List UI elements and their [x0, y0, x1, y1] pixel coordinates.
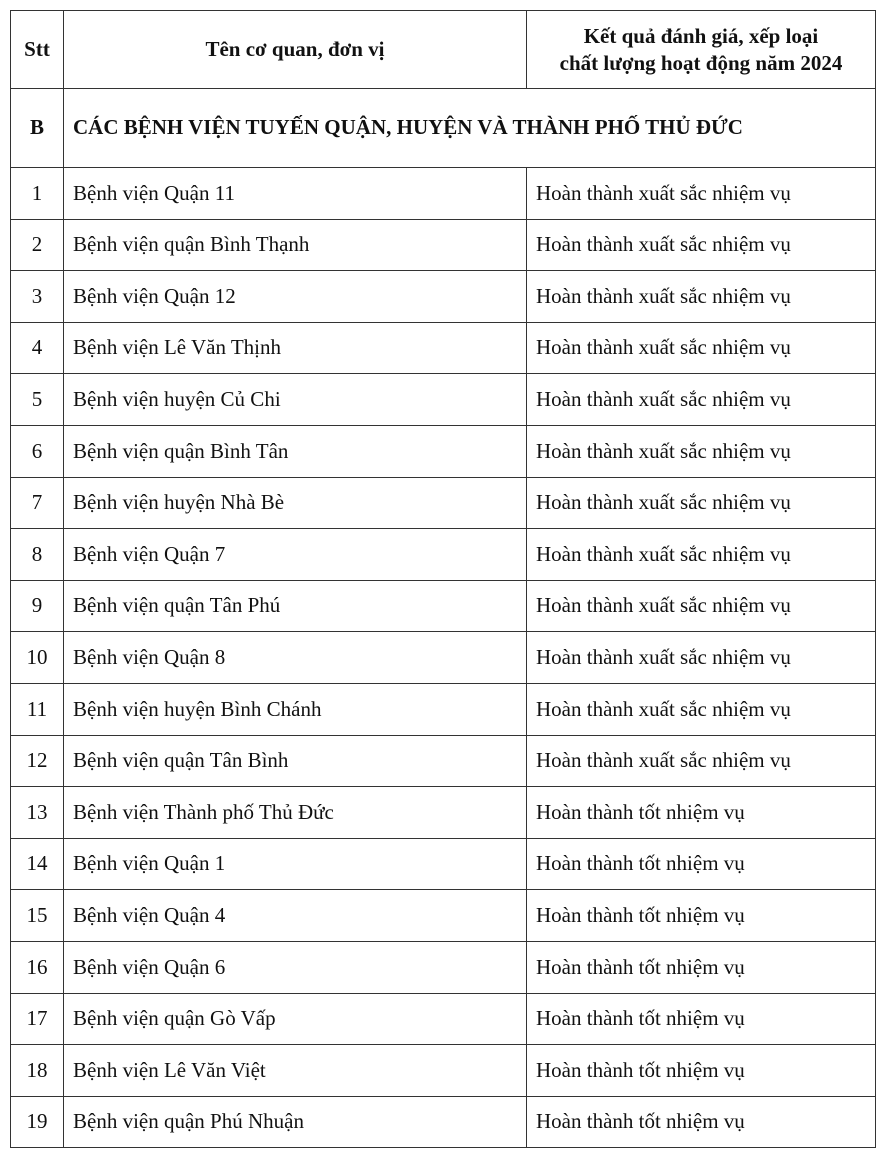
row-stt: 15 [11, 890, 64, 942]
row-stt: 19 [11, 1096, 64, 1148]
row-unit-name: Bệnh viện quận Bình Tân [64, 425, 527, 477]
table-row [11, 322, 876, 374]
row-stt: 2 [11, 219, 64, 271]
row-result: Hoàn thành xuất sắc nhiệm vụ [527, 271, 876, 323]
section-row [11, 89, 876, 168]
row-unit-name: Bệnh viện Quận 1 [64, 838, 527, 890]
row-unit-name: Bệnh viện quận Bình Thạnh [64, 219, 527, 271]
header-result-line1: Kết quả đánh giá, xếp loại [583, 24, 819, 49]
row-stt: 13 [11, 787, 64, 839]
row-unit-name: Bệnh viện Quận 11 [64, 168, 527, 220]
row-result: Hoàn thành xuất sắc nhiệm vụ [527, 322, 876, 374]
row-stt: 11 [11, 683, 64, 735]
table-row [11, 683, 876, 735]
table-row [11, 271, 876, 323]
row-result: Hoàn thành xuất sắc nhiệm vụ [527, 683, 876, 735]
row-stt: 7 [11, 477, 64, 529]
section-title: CÁC BỆNH VIỆN TUYẾN QUẬN, HUYỆN VÀ THÀNH PHỐ THỦ ĐỨC [64, 89, 876, 168]
row-stt: 18 [11, 1045, 64, 1097]
row-result: Hoàn thành xuất sắc nhiệm vụ [527, 425, 876, 477]
row-stt: 8 [11, 529, 64, 581]
table-row [11, 477, 876, 529]
row-result: Hoàn thành xuất sắc nhiệm vụ [527, 632, 876, 684]
row-result: Hoàn thành tốt nhiệm vụ [527, 1045, 876, 1097]
table-row [11, 941, 876, 993]
header-result-line2: chất lượng hoạt động năm 2024 [559, 50, 843, 75]
row-unit-name: Bệnh viện Quận 8 [64, 632, 527, 684]
row-unit-name: Bệnh viện huyện Củ Chi [64, 374, 527, 426]
row-unit-name: Bệnh viện Quận 4 [64, 890, 527, 942]
row-unit-name: Bệnh viện quận Tân Phú [64, 580, 527, 632]
table-row [11, 1096, 876, 1148]
row-stt: 5 [11, 374, 64, 426]
row-unit-name: Bệnh viện Quận 6 [64, 941, 527, 993]
table-row [11, 529, 876, 581]
table-row [11, 993, 876, 1045]
row-stt: 16 [11, 941, 64, 993]
table-row [11, 168, 876, 220]
row-result: Hoàn thành xuất sắc nhiệm vụ [527, 374, 876, 426]
table-header [11, 11, 876, 89]
row-unit-name: Bệnh viện quận Phú Nhuận [64, 1096, 527, 1148]
document-page [10, 10, 875, 1148]
row-unit-name: Bệnh viện Thành phố Thủ Đức [64, 787, 527, 839]
row-unit-name: Bệnh viện Lê Văn Thịnh [64, 322, 527, 374]
row-result: Hoàn thành xuất sắc nhiệm vụ [527, 580, 876, 632]
row-unit-name: Bệnh viện huyện Nhà Bè [64, 477, 527, 529]
row-unit-name: Bệnh viện Quận 7 [64, 529, 527, 581]
row-result: Hoàn thành xuất sắc nhiệm vụ [527, 477, 876, 529]
table-body [11, 89, 876, 1148]
row-unit-name: Bệnh viện quận Tân Bình [64, 735, 527, 787]
row-result: Hoàn thành tốt nhiệm vụ [527, 941, 876, 993]
row-stt: 10 [11, 632, 64, 684]
table-row [11, 1045, 876, 1097]
row-unit-name: Bệnh viện quận Gò Vấp [64, 993, 527, 1045]
header-result [527, 11, 876, 89]
table-row [11, 787, 876, 839]
row-stt: 4 [11, 322, 64, 374]
table-row [11, 632, 876, 684]
row-stt: 6 [11, 425, 64, 477]
table-row [11, 838, 876, 890]
header-row [11, 11, 876, 89]
row-stt: 14 [11, 838, 64, 890]
hospital-rating-table [10, 10, 876, 1148]
row-result: Hoàn thành xuất sắc nhiệm vụ [527, 219, 876, 271]
row-unit-name: Bệnh viện huyện Bình Chánh [64, 683, 527, 735]
row-result: Hoàn thành tốt nhiệm vụ [527, 1096, 876, 1148]
row-result: Hoàn thành tốt nhiệm vụ [527, 993, 876, 1045]
row-unit-name: Bệnh viện Lê Văn Việt [64, 1045, 527, 1097]
row-stt: 9 [11, 580, 64, 632]
header-name: Tên cơ quan, đơn vị [64, 11, 527, 89]
table-row [11, 735, 876, 787]
table-row [11, 580, 876, 632]
row-result: Hoàn thành xuất sắc nhiệm vụ [527, 735, 876, 787]
row-result: Hoàn thành tốt nhiệm vụ [527, 787, 876, 839]
section-code: B [11, 89, 64, 168]
row-stt: 1 [11, 168, 64, 220]
table-row [11, 219, 876, 271]
row-stt: 3 [11, 271, 64, 323]
row-stt: 12 [11, 735, 64, 787]
table-row [11, 374, 876, 426]
row-result: Hoàn thành xuất sắc nhiệm vụ [527, 529, 876, 581]
table-row [11, 890, 876, 942]
row-result: Hoàn thành tốt nhiệm vụ [527, 838, 876, 890]
row-stt: 17 [11, 993, 64, 1045]
row-result: Hoàn thành xuất sắc nhiệm vụ [527, 168, 876, 220]
header-stt: Stt [11, 11, 64, 89]
row-unit-name: Bệnh viện Quận 12 [64, 271, 527, 323]
table-row [11, 425, 876, 477]
row-result: Hoàn thành tốt nhiệm vụ [527, 890, 876, 942]
